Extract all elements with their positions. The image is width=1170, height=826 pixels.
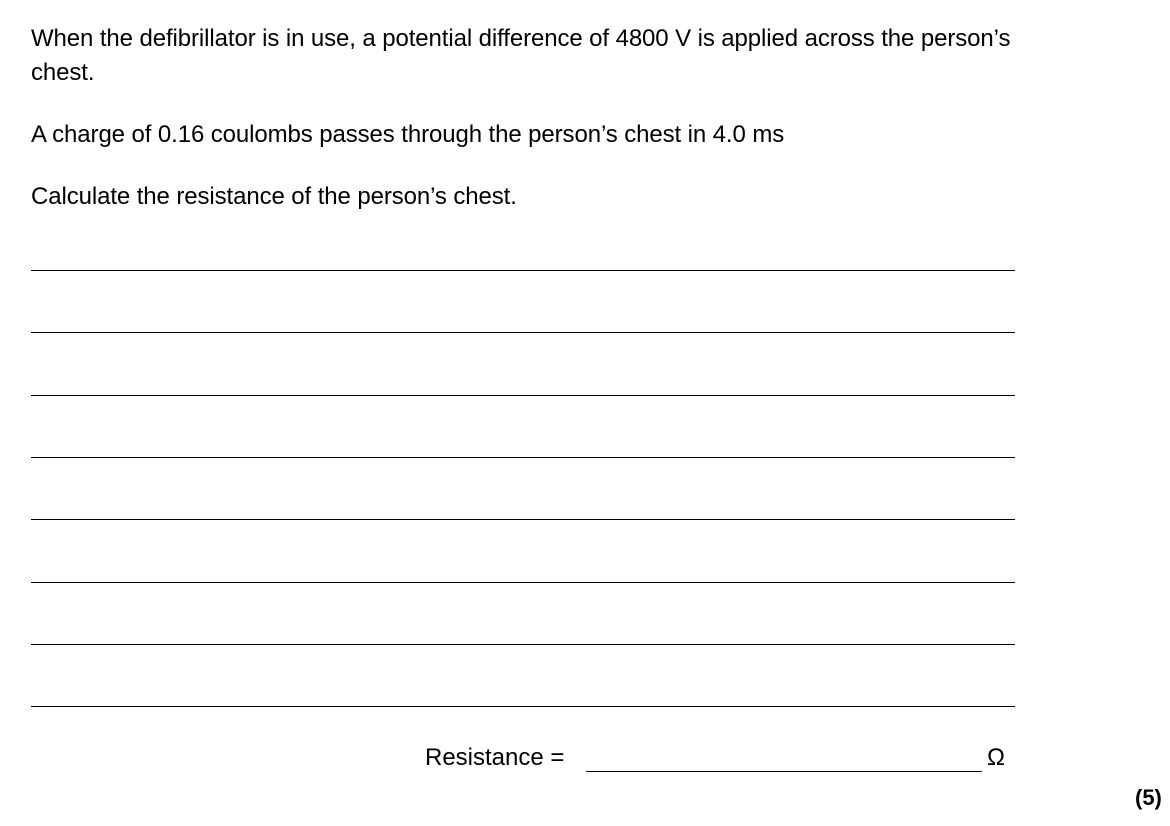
working-line[interactable]: [31, 706, 1015, 707]
marks-indicator: (5): [1135, 785, 1162, 810]
question-text-charge: A charge of 0.16 coulombs passes through the person’s chest in 4.0 ms: [31, 121, 785, 148]
cutoff-text-fragment: [985, 822, 1165, 826]
working-line[interactable]: [31, 395, 1015, 396]
working-line[interactable]: [31, 332, 1015, 333]
working-line[interactable]: [31, 270, 1015, 271]
resistance-answer-field[interactable]: [586, 771, 982, 772]
working-line[interactable]: [31, 644, 1015, 645]
question-instruction: Calculate the resistance of the person’s chest.: [31, 183, 517, 210]
question-text-pd: When the defibrillator is in use, a potential difference of 4800 V is applied across the person’s chest.: [31, 25, 1011, 86]
working-line[interactable]: [31, 519, 1015, 520]
ohm-unit-label: Ω: [987, 744, 1005, 771]
resistance-label: Resistance =: [425, 744, 565, 771]
working-line[interactable]: [31, 582, 1015, 583]
working-line[interactable]: [31, 457, 1015, 458]
